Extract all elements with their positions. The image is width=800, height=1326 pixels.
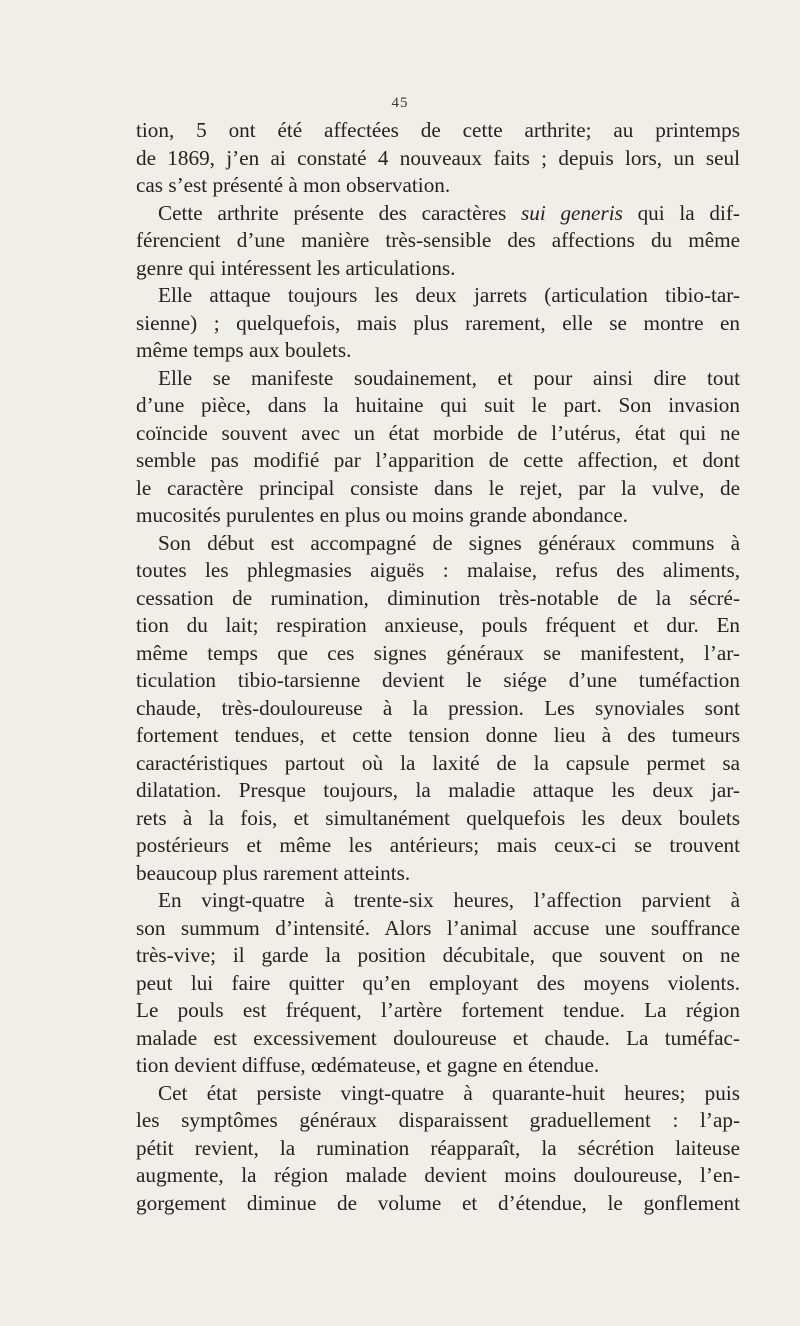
text-line: tion, 5 ont été affectées de cette arthrite; au printemps [136, 118, 740, 142]
text-line: mucosités purulentes en plus ou moins grande abondance. [136, 503, 628, 527]
text-line: son summum d’intensité. Alors l’animal accuse une souffrance [136, 915, 740, 940]
text-line: Le pouls est fréquent, l’artère fortement tendue. La région [136, 998, 740, 1022]
text-line: fortement tendues, et cette tension donne lieu à des tumeurs [136, 723, 740, 747]
text-line: ticulation tibio-tarsienne devient le siége d’une tuméfaction [136, 668, 740, 692]
text-line: Cette arthrite présente des caractères sui generis qui la dif- [158, 200, 740, 225]
text-line: malade est excessivement douloureuse et chaude. La tuméfac- [136, 1025, 740, 1050]
text-line: pétit revient, la rumination réapparaît, la sécrétion laiteuse [136, 1135, 740, 1160]
text-line: même temps que ces signes généraux se manifestent, l’ar- [136, 640, 740, 665]
text-line: cas s’est présenté à mon observation. [136, 173, 451, 197]
text-line: très-vive; il garde la position décubitale, que souvent on ne [136, 943, 740, 967]
text-line: Cet état persiste vingt-quatre à quarante-huit heures; puis [158, 1080, 740, 1105]
text-line: toutes les phlegmasies aiguës : malaise, refus des aliments, [136, 558, 740, 582]
text-line: même temps aux boulets. [136, 338, 352, 362]
text-line: sienne) ; quelquefois, mais plus rarement, elle se montre en [136, 310, 740, 335]
text-line: de 1869, j’en ai constaté 4 nouveaux faits ; depuis lors, un seul [136, 145, 740, 170]
text-line: tion du lait; respiration anxieuse, pouls fréquent et dur. En [136, 613, 740, 637]
text-line: caractéristiques partout où la laxité de la capsule permet sa [136, 750, 740, 775]
text-line: semble pas modifié par l’apparition de cette affection, et dont [136, 448, 740, 472]
text-line: genre qui intéressent les articulations. [136, 255, 456, 280]
text-line: gorgement diminue de volume et d’étendue, le gonflement [136, 1190, 740, 1215]
text-line: Elle se manifeste soudainement, et pour ainsi dire tout [158, 365, 740, 390]
text-line: Elle attaque toujours les deux jarrets (articulation tibio-tar- [158, 283, 740, 307]
text-line: peut lui faire quitter qu’en employant des moyens violents. [136, 970, 740, 995]
text-line: coïncide souvent avec un état morbide de l’utérus, état qui ne [136, 420, 740, 445]
text-line: tion devient diffuse, œdémateuse, et gagne en étendue. [136, 1053, 600, 1077]
text-line: rets à la fois, et simultanément quelquefois les deux boulets [136, 805, 740, 830]
italic-phrase: sui generis [521, 200, 623, 225]
page-number: 45 [391, 95, 409, 111]
text-line: augmente, la région malade devient moins douloureuse, l’en- [136, 1163, 740, 1187]
text-line: beaucoup plus rarement atteints. [136, 860, 411, 885]
text-line: Son début est accompagné de signes généraux communs à [158, 530, 740, 555]
text-line: postérieurs et même les antérieurs; mais ceux-ci se trouvent [136, 833, 740, 857]
text-line: le caractère principal consiste dans le rejet, par la vulve, de [136, 475, 740, 500]
text-line: cessation de rumination, diminution très-notable de la sécré- [136, 585, 740, 610]
text-line: férencient d’une manière très-sensible des affections du même [136, 228, 740, 252]
text-line: d’une pièce, dans la huitaine qui suit le part. Son invasion [136, 393, 740, 417]
text-line: En vingt-quatre à trente-six heures, l’affection parvient à [158, 888, 740, 912]
text-line: chaude, très-douloureuse à la pression. Les synoviales sont [136, 695, 740, 720]
text-line: dilatation. Presque toujours, la maladie attaque les deux jar- [136, 778, 740, 802]
body-text [136, 117, 740, 1217]
text-line: les symptômes généraux disparaissent graduellement : l’ap- [136, 1108, 740, 1132]
